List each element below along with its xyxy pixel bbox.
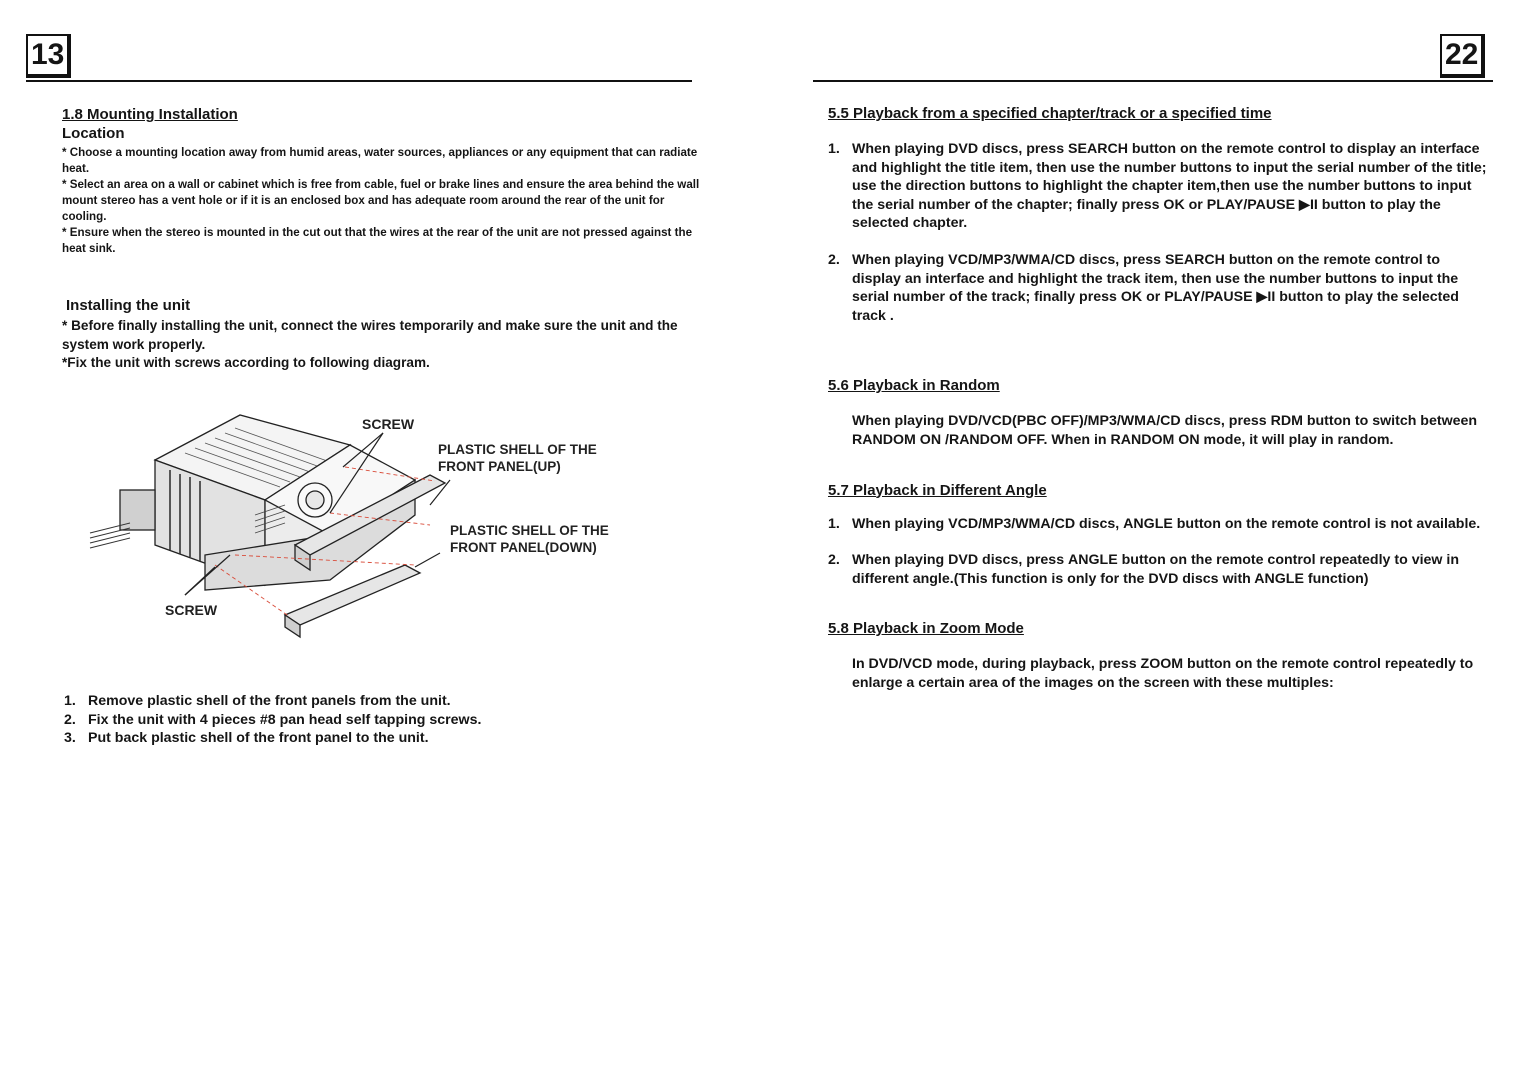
left-page: [62, 106, 702, 373]
installing-bullets: [62, 317, 702, 373]
play-pause-icon: ▶II: [1256, 289, 1276, 306]
section-5-6-body: When playing DVD/VCD(PBC OFF)/MP3/WMA/CD discs, press RDM button to switch between RANDOM ON /RANDOM OFF. When in RANDOM ON mode, it will play in random.: [852, 413, 1478, 448]
location-bullet: * Choose a mounting location away from humid areas, water sources, appliances or any equipment that can radiate heat.: [62, 146, 698, 175]
location-bullets: [62, 145, 702, 257]
screw-label-bottom: SCREW: [165, 602, 218, 618]
location-bullet: * Select an area on a wall or cabinet which is free from cable, fuel or brake lines and ensure the area behind the wall mount stereo has a vent hole or if it is an enclosed box and has adequate room around the rear of the unit for cooling.: [62, 178, 700, 223]
left-header-rule: [26, 80, 692, 82]
section-5-7-list: [828, 515, 1488, 589]
car-stereo-unit-drawing: [90, 415, 445, 637]
section-5-5-item: 1. When playing DVD discs, press SEARCH button on the remote control to display an interface and highlight the title item, then use the number buttons to input the serial number of the title; use the direction buttons to highlight the chapter item,then use the number buttons to input the serial number of the chapter; finally press OK or PLAY/PAUSE ▶II button to play the selected chapter.: [828, 141, 1487, 232]
right-header-rule: [813, 80, 1493, 82]
section-5-8-title: 5.8 Playback in Zoom Mode: [828, 620, 1024, 638]
right-page-number: 22: [1440, 34, 1485, 78]
section-5-7-item: 2. When playing DVD discs, press ANGLE button on the remote control repeatedly to view in different angle.(This function is only for the DVD discs with ANGLE function): [828, 552, 1460, 587]
location-heading: Location: [62, 125, 125, 142]
mounting-diagram: [85, 405, 655, 650]
section-5-7-item: 1. When playing VCD/MP3/WMA/CD discs, ANGLE button on the remote control is not available.: [828, 515, 1481, 532]
section-5-5-item: 2. When playing VCD/MP3/WMA/CD discs, press SEARCH button on the remote control to display an interface and highlight the track item, then use the number buttons to input the serial number of the track; finally press OK or PLAY/PAUSE ▶II button to play the selected track .: [828, 251, 1459, 324]
step-item: 1. Remove plastic shell of the front panels from the unit.: [64, 693, 451, 709]
mounting-steps: [64, 692, 684, 748]
screw-label-top: SCREW: [362, 416, 415, 432]
play-pause-icon: ▶II: [1299, 196, 1318, 213]
installing-bullet: * Before finally installing the unit, connect the wires temporarily and make sure the unit and the system work properly.: [62, 318, 678, 352]
step-item: 2. Fix the unit with 4 pieces #8 pan head self tapping screws.: [64, 711, 482, 728]
shell-down-label-line2: FRONT PANEL(DOWN): [450, 540, 597, 555]
shell-down-label-line1: PLASTIC SHELL OF THE: [450, 523, 609, 538]
step-item: 3. Put back plastic shell of the front panel to the unit.: [64, 730, 429, 747]
location-bullet: * Ensure when the stereo is mounted in the cut out that the wires at the rear of the unit are not pressed against the heat sink.: [62, 226, 693, 255]
right-page: [828, 105, 1488, 693]
shell-up-label-line1: PLASTIC SHELL OF THE: [438, 442, 597, 457]
installing-bullet: *Fix the unit with screws according to following diagram.: [62, 355, 430, 371]
installing-heading: Installing the unit: [66, 297, 191, 314]
left-page-number: 13: [26, 34, 71, 78]
section-5-5-list: [828, 140, 1488, 325]
section-5-7-title: 5.7 Playback in Different Angle: [828, 481, 1047, 499]
shell-up-label-line2: FRONT PANEL(UP): [438, 459, 561, 474]
section-5-6-title: 5.6 Playback in Random: [828, 377, 1000, 395]
section-5-8-body: In DVD/VCD mode, during playback, press ZOOM button on the remote control repeatedly to enlarge a certain area of the images on the screen with these multiples:: [852, 656, 1474, 691]
mounting-section-title: 1.8 Mounting Installation: [62, 106, 238, 123]
section-5-5-title: 5.5 Playback from a specified chapter/track or a specified time: [828, 105, 1272, 122]
